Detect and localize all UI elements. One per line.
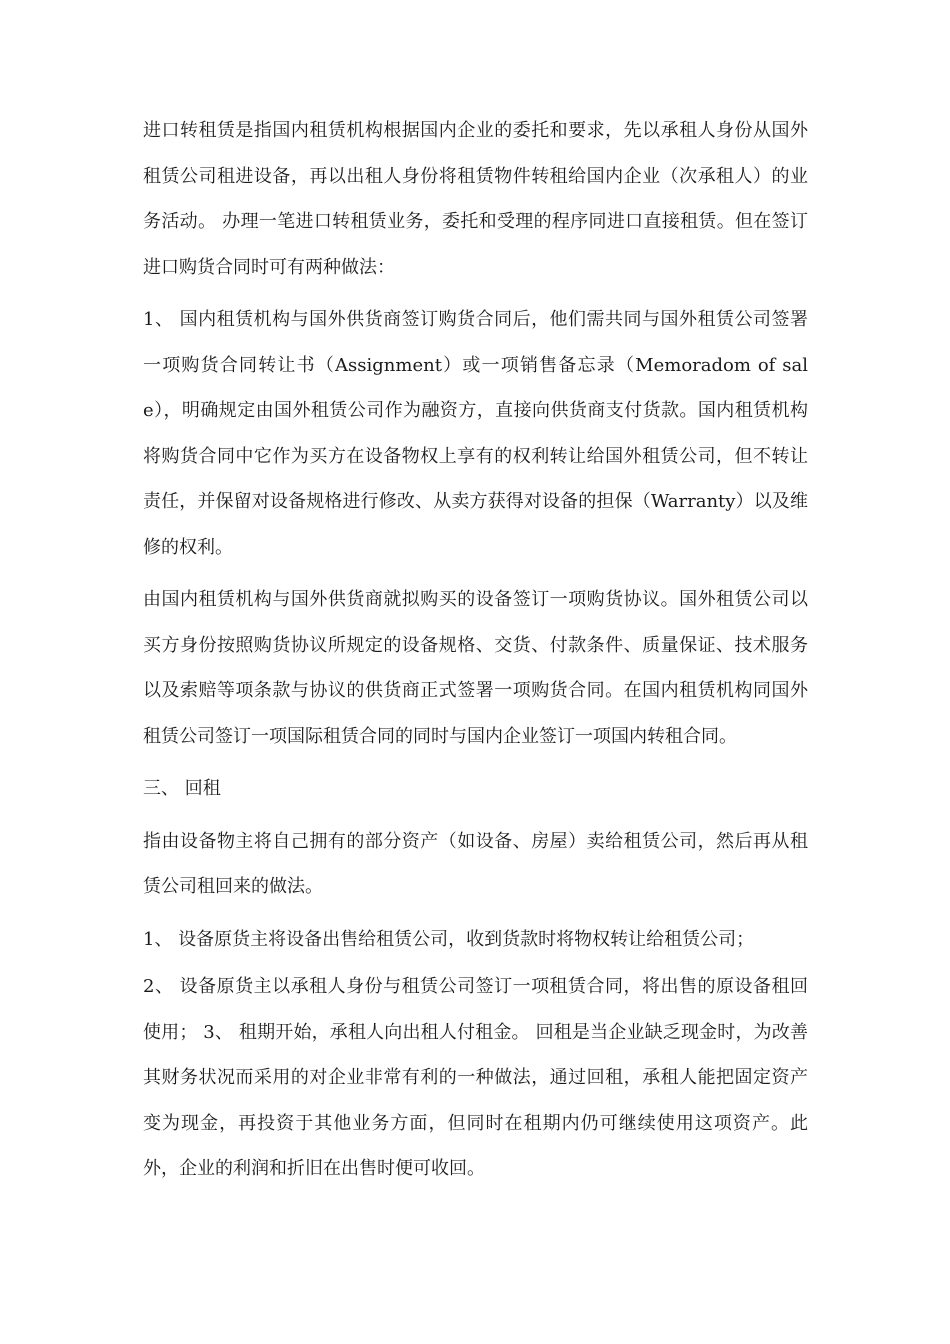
document-body [143, 108, 808, 1199]
paragraph-method-one: 1、 国内租赁机构与国外供货商签订购货合同后，他们需共同与国外租赁公司签署一项购货合同转让书（Assignment）或一项销售备忘录（Memoradom of sale），明确规定由国外租赁公司作为融资方，直接向供货商支付货款。国内租赁机构将购货合同中它作为买方在设备物权上享有的权利转让给国外租赁公司，但不转让责任，并保留对设备规格进行修改、从卖方获得对设备的担保（Warranty）以及维修的权利。 [143, 309, 808, 558]
paragraph-method-two: 由国内租赁机构与国外供货商就拟购买的设备签订一项购货协议。国外租赁公司以买方身份按照购货协议所规定的设备规格、交货、付款条件、质量保证、技术服务以及索赔等项条款与协议的供货商正式签署一项购货合同。在国内租赁机构同国外租赁公司签订一项国际租赁合同的同时与国内企业签订一项国内转租合同。 [143, 589, 808, 747]
section-heading-leaseback: 三、 回租 [143, 778, 221, 799]
paragraph-leaseback-definition: 指由设备物主将自己拥有的部分资产（如设备、房屋）卖给租赁公司，然后再从租赁公司租回来的做法。 [143, 830, 808, 897]
paragraph-import-sublease-intro: 进口转租赁是指国内租赁机构根据国内企业的委托和要求，先以承租人身份从国外租赁公司租进设备，再以出租人身份将租赁物件转租给国内企业（次承租人）的业务活动。 办理一笔进口转租赁业务，委托和受理的程序同进口直接租赁。但在签订进口购货合同时可有两种做法： [143, 120, 808, 278]
paragraph-leaseback-step-two: 2、 设备原货主以承租人身份与租赁公司签订一项租赁合同，将出售的原设备租回使用； 3、 租期开始，承租人向出租人付租金。 回租是当企业缺乏现金时，为改善其财务状况而采用的对企业非常有利的一种做法，通过回租，承租人能把固定资产变为现金，再投资于其他业务方面，但同时在租期内仍可继续使用这项资产。此外，企业的利润和折旧在出售时便可收回。 [143, 976, 808, 1179]
paragraph-leaseback-step-one: 1、 设备原货主将设备出售给租赁公司，收到货款时将物权转让给租赁公司； [143, 928, 755, 950]
